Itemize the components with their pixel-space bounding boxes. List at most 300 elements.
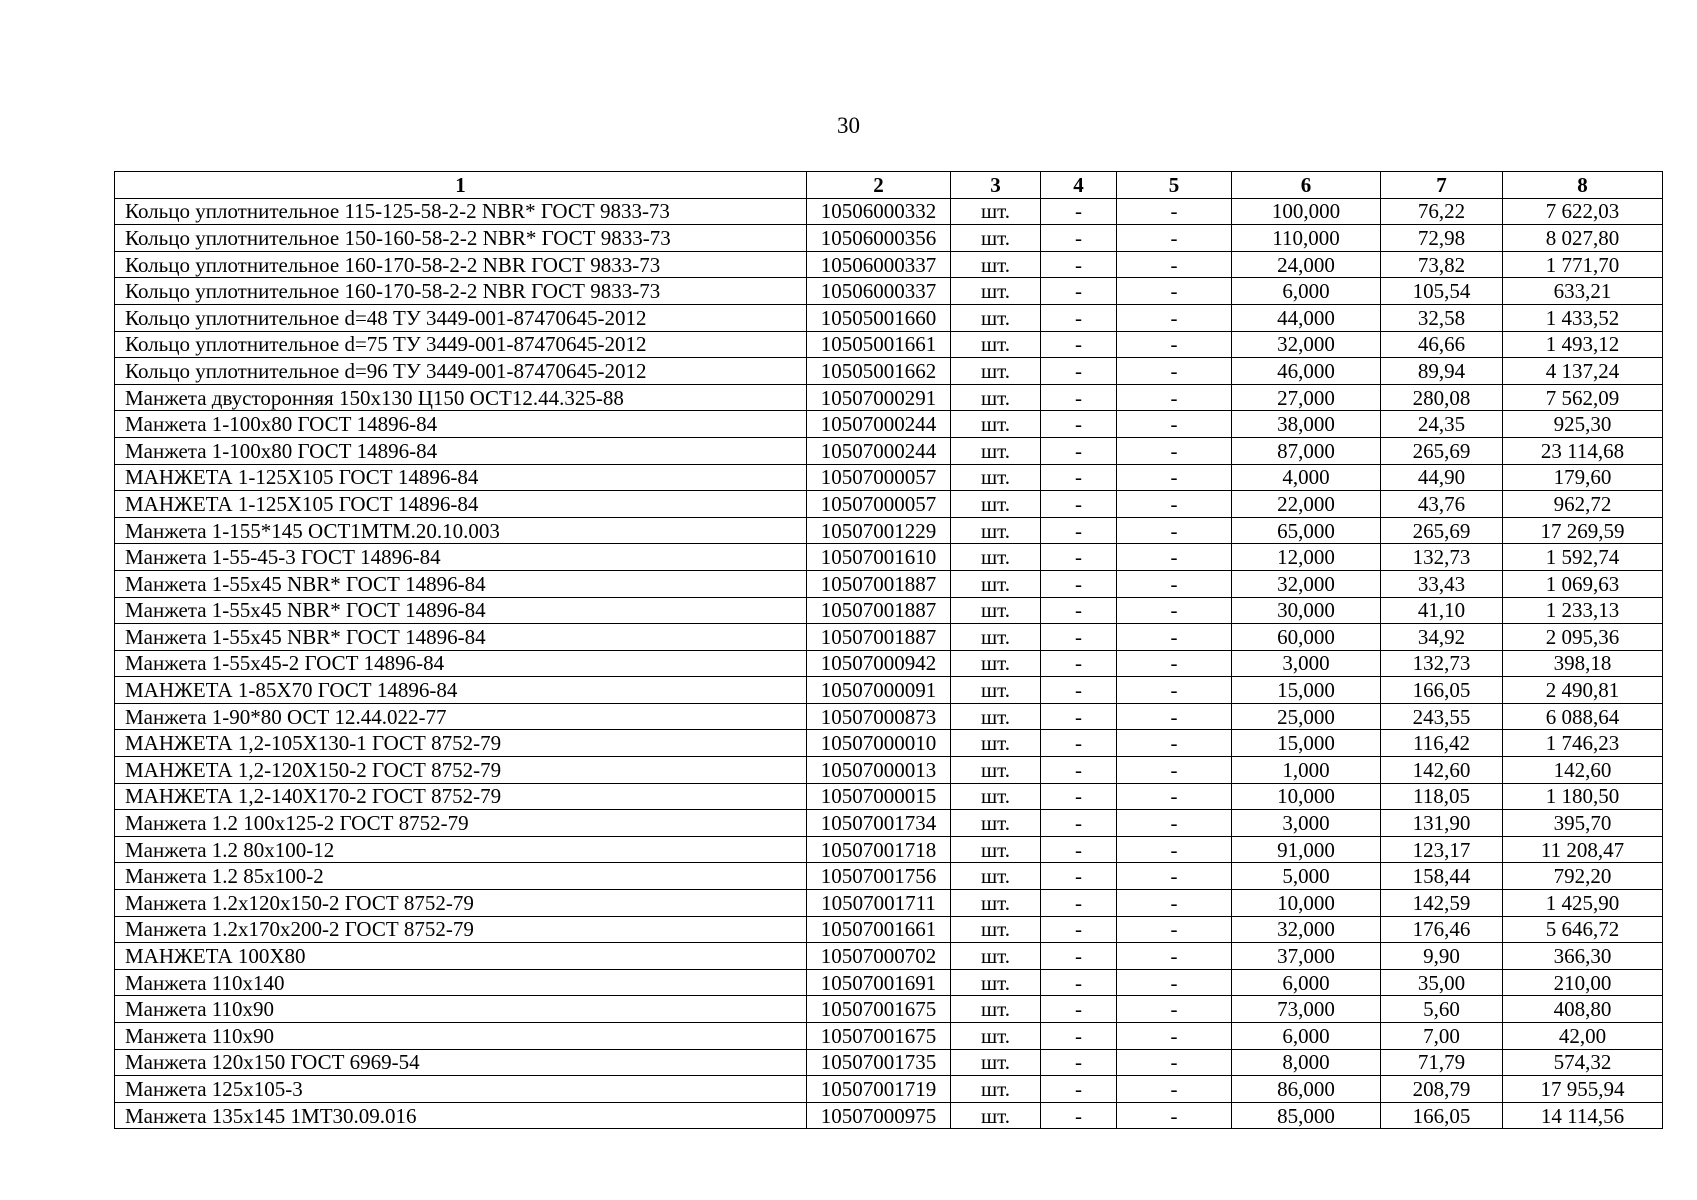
cell-quantity: 3,000 <box>1232 810 1381 837</box>
cell-code: 10507000091 <box>807 677 951 704</box>
table-row <box>115 757 1663 784</box>
cell-price: 116,42 <box>1381 730 1503 757</box>
cell-quantity: 25,000 <box>1232 703 1381 730</box>
cell-col4: - <box>1041 384 1117 411</box>
cell-code: 10507001229 <box>807 517 951 544</box>
cell-name: Манжета 1-90*80 ОСТ 12.44.022-77 <box>115 703 807 730</box>
cell-amount: 6 088,64 <box>1503 703 1663 730</box>
cell-name: Манжета 125х105-3 <box>115 1076 807 1103</box>
cell-col5: - <box>1117 783 1232 810</box>
table-row <box>115 544 1663 571</box>
column-header-2: 2 <box>807 172 951 199</box>
cell-price: 265,69 <box>1381 437 1503 464</box>
header-row <box>115 172 1663 199</box>
cell-col4: - <box>1041 198 1117 225</box>
cell-unit: шт. <box>951 624 1041 651</box>
cell-amount: 1 493,12 <box>1503 331 1663 358</box>
table-row <box>115 863 1663 890</box>
table-row <box>115 278 1663 305</box>
cell-price: 71,79 <box>1381 1049 1503 1076</box>
cell-amount: 2 095,36 <box>1503 624 1663 651</box>
cell-amount: 408,80 <box>1503 996 1663 1023</box>
cell-code: 10507001756 <box>807 863 951 890</box>
cell-price: 35,00 <box>1381 969 1503 996</box>
cell-name: МАНЖЕТА 1-125Х105 ГОСТ 14896-84 <box>115 491 807 518</box>
cell-amount: 366,30 <box>1503 943 1663 970</box>
cell-quantity: 6,000 <box>1232 1023 1381 1050</box>
table-row <box>115 890 1663 917</box>
table-row <box>115 943 1663 970</box>
cell-name: Кольцо уплотнительное 150-160-58-2-2 NBR* ГОСТ 9833-73 <box>115 225 807 252</box>
cell-col5: - <box>1117 278 1232 305</box>
cell-col5: - <box>1117 597 1232 624</box>
cell-col4: - <box>1041 1023 1117 1050</box>
cell-quantity: 46,000 <box>1232 358 1381 385</box>
cell-quantity: 110,000 <box>1232 225 1381 252</box>
cell-amount: 1 746,23 <box>1503 730 1663 757</box>
cell-col5: - <box>1117 996 1232 1023</box>
cell-code: 10507001718 <box>807 836 951 863</box>
cell-quantity: 6,000 <box>1232 969 1381 996</box>
table-row <box>115 916 1663 943</box>
cell-name: МАНЖЕТА 100Х80 <box>115 943 807 970</box>
cell-col4: - <box>1041 517 1117 544</box>
page-number: 30 <box>837 113 860 138</box>
cell-name: Манжета 110х90 <box>115 1023 807 1050</box>
cell-code: 10506000356 <box>807 225 951 252</box>
cell-col4: - <box>1041 677 1117 704</box>
cell-unit: шт. <box>951 597 1041 624</box>
cell-name: Манжета 1.2х120х150-2 ГОСТ 8752-79 <box>115 890 807 917</box>
cell-code: 10507000057 <box>807 464 951 491</box>
cell-unit: шт. <box>951 198 1041 225</box>
cell-unit: шт. <box>951 1076 1041 1103</box>
cell-name: Манжета 135х145 1МТ30.09.016 <box>115 1102 807 1129</box>
cell-quantity: 4,000 <box>1232 464 1381 491</box>
cell-unit: шт. <box>951 730 1041 757</box>
cell-unit: шт. <box>951 251 1041 278</box>
table-row <box>115 464 1663 491</box>
column-header-5: 5 <box>1117 172 1232 199</box>
cell-price: 32,58 <box>1381 304 1503 331</box>
cell-quantity: 10,000 <box>1232 890 1381 917</box>
table-row <box>115 251 1663 278</box>
cell-price: 89,94 <box>1381 358 1503 385</box>
cell-col4: - <box>1041 916 1117 943</box>
cell-col5: - <box>1117 730 1232 757</box>
cell-name: Кольцо уплотнительное 160-170-58-2-2 NBR ГОСТ 9833-73 <box>115 251 807 278</box>
cell-col5: - <box>1117 517 1232 544</box>
cell-name: Манжета 1-55х45-2 ГОСТ 14896-84 <box>115 650 807 677</box>
cell-col4: - <box>1041 757 1117 784</box>
table-row <box>115 810 1663 837</box>
cell-col4: - <box>1041 969 1117 996</box>
cell-price: 44,90 <box>1381 464 1503 491</box>
cell-name: Манжета 1-55х45 NBR* ГОСТ 14896-84 <box>115 597 807 624</box>
cell-col4: - <box>1041 650 1117 677</box>
cell-name: МАНЖЕТА 1,2-140Х170-2 ГОСТ 8752-79 <box>115 783 807 810</box>
cell-price: 72,98 <box>1381 225 1503 252</box>
cell-unit: шт. <box>951 411 1041 438</box>
cell-unit: шт. <box>951 703 1041 730</box>
cell-price: 243,55 <box>1381 703 1503 730</box>
cell-col4: - <box>1041 996 1117 1023</box>
table-row <box>115 836 1663 863</box>
cell-code: 10507001887 <box>807 624 951 651</box>
cell-amount: 1 233,13 <box>1503 597 1663 624</box>
table-row <box>115 1049 1663 1076</box>
cell-name: Манжета двусторонняя 150х130 Ц150 ОСТ12.44.325-88 <box>115 384 807 411</box>
table-row <box>115 969 1663 996</box>
cell-col4: - <box>1041 730 1117 757</box>
cell-quantity: 5,000 <box>1232 863 1381 890</box>
cell-quantity: 37,000 <box>1232 943 1381 970</box>
cell-amount: 142,60 <box>1503 757 1663 784</box>
cell-name: Манжета 1-55-45-3 ГОСТ 14896-84 <box>115 544 807 571</box>
cell-col4: - <box>1041 863 1117 890</box>
cell-unit: шт. <box>951 304 1041 331</box>
cell-price: 132,73 <box>1381 650 1503 677</box>
cell-code: 10507001661 <box>807 916 951 943</box>
cell-code: 10507001691 <box>807 969 951 996</box>
table-row <box>115 358 1663 385</box>
cell-code: 10507001735 <box>807 1049 951 1076</box>
cell-amount: 398,18 <box>1503 650 1663 677</box>
cell-amount: 7 622,03 <box>1503 198 1663 225</box>
cell-col5: - <box>1117 544 1232 571</box>
cell-name: Манжета 1.2х170х200-2 ГОСТ 8752-79 <box>115 916 807 943</box>
cell-col5: - <box>1117 198 1232 225</box>
cell-code: 10507001734 <box>807 810 951 837</box>
cell-quantity: 8,000 <box>1232 1049 1381 1076</box>
cell-unit: шт. <box>951 1102 1041 1129</box>
cell-amount: 210,00 <box>1503 969 1663 996</box>
cell-quantity: 91,000 <box>1232 836 1381 863</box>
cell-price: 158,44 <box>1381 863 1503 890</box>
table-row <box>115 198 1663 225</box>
cell-name: Манжета 120х150 ГОСТ 6969-54 <box>115 1049 807 1076</box>
cell-name: Манжета 110х140 <box>115 969 807 996</box>
cell-code: 10505001660 <box>807 304 951 331</box>
cell-col5: - <box>1117 464 1232 491</box>
table-row <box>115 517 1663 544</box>
cell-quantity: 32,000 <box>1232 916 1381 943</box>
cell-name: МАНЖЕТА 1,2-120Х150-2 ГОСТ 8752-79 <box>115 757 807 784</box>
cell-price: 166,05 <box>1381 677 1503 704</box>
cell-code: 10507001610 <box>807 544 951 571</box>
cell-code: 10507001675 <box>807 1023 951 1050</box>
cell-col5: - <box>1117 570 1232 597</box>
cell-unit: шт. <box>951 943 1041 970</box>
cell-name: Манжета 1.2 80х100-12 <box>115 836 807 863</box>
cell-price: 41,10 <box>1381 597 1503 624</box>
cell-col4: - <box>1041 943 1117 970</box>
cell-code: 10505001661 <box>807 331 951 358</box>
table-row <box>115 1076 1663 1103</box>
cell-amount: 4 137,24 <box>1503 358 1663 385</box>
cell-col4: - <box>1041 304 1117 331</box>
cell-quantity: 100,000 <box>1232 198 1381 225</box>
cell-quantity: 73,000 <box>1232 996 1381 1023</box>
cell-col5: - <box>1117 624 1232 651</box>
cell-col4: - <box>1041 783 1117 810</box>
cell-unit: шт. <box>951 650 1041 677</box>
cell-col4: - <box>1041 810 1117 837</box>
cell-col4: - <box>1041 1076 1117 1103</box>
table-row <box>115 384 1663 411</box>
cell-name: Манжета 1-100х80 ГОСТ 14896-84 <box>115 411 807 438</box>
cell-price: 176,46 <box>1381 916 1503 943</box>
cell-code: 10507001719 <box>807 1076 951 1103</box>
cell-quantity: 10,000 <box>1232 783 1381 810</box>
cell-code: 10506000332 <box>807 198 951 225</box>
cell-price: 34,92 <box>1381 624 1503 651</box>
cell-code: 10507000244 <box>807 437 951 464</box>
cell-unit: шт. <box>951 916 1041 943</box>
cell-code: 10507000291 <box>807 384 951 411</box>
cell-code: 10507000244 <box>807 411 951 438</box>
cell-amount: 1 771,70 <box>1503 251 1663 278</box>
cell-col5: - <box>1117 1076 1232 1103</box>
cell-unit: шт. <box>951 996 1041 1023</box>
inventory-table <box>114 171 1663 1129</box>
table-row <box>115 304 1663 331</box>
table-body <box>115 198 1663 1129</box>
table-row <box>115 570 1663 597</box>
cell-name: Кольцо уплотнительное d=96 ТУ 3449-001-87470645-2012 <box>115 358 807 385</box>
cell-name: Кольцо уплотнительное 115-125-58-2-2 NBR* ГОСТ 9833-73 <box>115 198 807 225</box>
cell-amount: 574,32 <box>1503 1049 1663 1076</box>
cell-quantity: 44,000 <box>1232 304 1381 331</box>
cell-name: Манжета 1-100х80 ГОСТ 14896-84 <box>115 437 807 464</box>
cell-unit: шт. <box>951 517 1041 544</box>
cell-price: 123,17 <box>1381 836 1503 863</box>
cell-name: Манжета 1-55х45 NBR* ГОСТ 14896-84 <box>115 570 807 597</box>
cell-quantity: 32,000 <box>1232 331 1381 358</box>
table-row <box>115 1023 1663 1050</box>
cell-amount: 5 646,72 <box>1503 916 1663 943</box>
cell-quantity: 6,000 <box>1232 278 1381 305</box>
cell-col4: - <box>1041 278 1117 305</box>
cell-price: 7,00 <box>1381 1023 1503 1050</box>
cell-amount: 395,70 <box>1503 810 1663 837</box>
cell-col5: - <box>1117 437 1232 464</box>
cell-quantity: 86,000 <box>1232 1076 1381 1103</box>
cell-col4: - <box>1041 570 1117 597</box>
cell-quantity: 87,000 <box>1232 437 1381 464</box>
cell-col5: - <box>1117 969 1232 996</box>
table-row <box>115 677 1663 704</box>
cell-col4: - <box>1041 1049 1117 1076</box>
cell-col5: - <box>1117 1049 1232 1076</box>
cell-amount: 962,72 <box>1503 491 1663 518</box>
cell-col5: - <box>1117 251 1232 278</box>
table-row <box>115 1102 1663 1129</box>
cell-col4: - <box>1041 544 1117 571</box>
cell-amount: 925,30 <box>1503 411 1663 438</box>
cell-amount: 11 208,47 <box>1503 836 1663 863</box>
cell-name: Манжета 1.2 100х125-2 ГОСТ 8752-79 <box>115 810 807 837</box>
cell-price: 280,08 <box>1381 384 1503 411</box>
cell-code: 10507000057 <box>807 491 951 518</box>
cell-col5: - <box>1117 1023 1232 1050</box>
cell-quantity: 65,000 <box>1232 517 1381 544</box>
cell-amount: 8 027,80 <box>1503 225 1663 252</box>
cell-code: 10507000702 <box>807 943 951 970</box>
cell-col5: - <box>1117 863 1232 890</box>
cell-col4: - <box>1041 251 1117 278</box>
column-header-4: 4 <box>1041 172 1117 199</box>
cell-col4: - <box>1041 890 1117 917</box>
cell-code: 10507001711 <box>807 890 951 917</box>
cell-amount: 17 269,59 <box>1503 517 1663 544</box>
cell-unit: шт. <box>951 836 1041 863</box>
cell-unit: шт. <box>951 757 1041 784</box>
cell-col5: - <box>1117 384 1232 411</box>
cell-quantity: 15,000 <box>1232 677 1381 704</box>
cell-amount: 633,21 <box>1503 278 1663 305</box>
cell-unit: шт. <box>951 783 1041 810</box>
cell-code: 10507001887 <box>807 570 951 597</box>
cell-price: 166,05 <box>1381 1102 1503 1129</box>
cell-amount: 1 180,50 <box>1503 783 1663 810</box>
cell-code: 10507000975 <box>807 1102 951 1129</box>
cell-code: 10506000337 <box>807 278 951 305</box>
cell-code: 10507000013 <box>807 757 951 784</box>
cell-price: 142,60 <box>1381 757 1503 784</box>
table-row <box>115 650 1663 677</box>
cell-col4: - <box>1041 491 1117 518</box>
cell-unit: шт. <box>951 890 1041 917</box>
cell-code: 10507001887 <box>807 597 951 624</box>
cell-quantity: 85,000 <box>1232 1102 1381 1129</box>
cell-amount: 1 433,52 <box>1503 304 1663 331</box>
cell-col5: - <box>1117 491 1232 518</box>
cell-col4: - <box>1041 331 1117 358</box>
cell-name: МАНЖЕТА 1-125Х105 ГОСТ 14896-84 <box>115 464 807 491</box>
cell-price: 46,66 <box>1381 331 1503 358</box>
cell-quantity: 32,000 <box>1232 570 1381 597</box>
column-header-3: 3 <box>951 172 1041 199</box>
table-row <box>115 225 1663 252</box>
cell-quantity: 24,000 <box>1232 251 1381 278</box>
cell-code: 10507001675 <box>807 996 951 1023</box>
table-row <box>115 624 1663 651</box>
cell-price: 105,54 <box>1381 278 1503 305</box>
cell-amount: 1 425,90 <box>1503 890 1663 917</box>
table-row <box>115 597 1663 624</box>
column-header-6: 6 <box>1232 172 1381 199</box>
cell-price: 118,05 <box>1381 783 1503 810</box>
table-row <box>115 703 1663 730</box>
cell-price: 132,73 <box>1381 544 1503 571</box>
cell-col4: - <box>1041 437 1117 464</box>
cell-unit: шт. <box>951 384 1041 411</box>
column-header-8: 8 <box>1503 172 1663 199</box>
cell-name: МАНЖЕТА 1,2-105Х130-1 ГОСТ 8752-79 <box>115 730 807 757</box>
cell-code: 10507000942 <box>807 650 951 677</box>
cell-unit: шт. <box>951 1023 1041 1050</box>
cell-amount: 1 069,63 <box>1503 570 1663 597</box>
cell-col4: - <box>1041 358 1117 385</box>
cell-unit: шт. <box>951 491 1041 518</box>
cell-col5: - <box>1117 650 1232 677</box>
table-row <box>115 996 1663 1023</box>
cell-col5: - <box>1117 358 1232 385</box>
cell-price: 24,35 <box>1381 411 1503 438</box>
cell-price: 73,82 <box>1381 251 1503 278</box>
table-row <box>115 411 1663 438</box>
cell-name: Кольцо уплотнительное d=75 ТУ 3449-001-87470645-2012 <box>115 331 807 358</box>
cell-amount: 2 490,81 <box>1503 677 1663 704</box>
cell-col5: - <box>1117 943 1232 970</box>
cell-col4: - <box>1041 703 1117 730</box>
cell-quantity: 12,000 <box>1232 544 1381 571</box>
cell-col5: - <box>1117 331 1232 358</box>
cell-col5: - <box>1117 703 1232 730</box>
cell-unit: шт. <box>951 331 1041 358</box>
cell-col5: - <box>1117 1102 1232 1129</box>
cell-col5: - <box>1117 757 1232 784</box>
cell-col5: - <box>1117 890 1232 917</box>
cell-col4: - <box>1041 225 1117 252</box>
cell-unit: шт. <box>951 810 1041 837</box>
cell-code: 10507000873 <box>807 703 951 730</box>
table-row <box>115 783 1663 810</box>
cell-quantity: 30,000 <box>1232 597 1381 624</box>
cell-col4: - <box>1041 464 1117 491</box>
cell-amount: 792,20 <box>1503 863 1663 890</box>
column-header-7: 7 <box>1381 172 1503 199</box>
cell-unit: шт. <box>951 464 1041 491</box>
cell-name: Манжета 1-55х45 NBR* ГОСТ 14896-84 <box>115 624 807 651</box>
cell-amount: 17 955,94 <box>1503 1076 1663 1103</box>
cell-code: 10506000337 <box>807 251 951 278</box>
table-row <box>115 491 1663 518</box>
cell-quantity: 15,000 <box>1232 730 1381 757</box>
cell-name: Кольцо уплотнительное d=48 ТУ 3449-001-87470645-2012 <box>115 304 807 331</box>
table-row <box>115 730 1663 757</box>
cell-quantity: 22,000 <box>1232 491 1381 518</box>
cell-name: Кольцо уплотнительное 160-170-58-2-2 NBR ГОСТ 9833-73 <box>115 278 807 305</box>
cell-col5: - <box>1117 304 1232 331</box>
cell-quantity: 3,000 <box>1232 650 1381 677</box>
cell-col5: - <box>1117 810 1232 837</box>
cell-price: 43,76 <box>1381 491 1503 518</box>
cell-price: 142,59 <box>1381 890 1503 917</box>
cell-col5: - <box>1117 225 1232 252</box>
cell-price: 5,60 <box>1381 996 1503 1023</box>
cell-col4: - <box>1041 1102 1117 1129</box>
cell-unit: шт. <box>951 863 1041 890</box>
cell-unit: шт. <box>951 225 1041 252</box>
cell-amount: 1 592,74 <box>1503 544 1663 571</box>
cell-amount: 42,00 <box>1503 1023 1663 1050</box>
cell-col5: - <box>1117 411 1232 438</box>
cell-unit: шт. <box>951 358 1041 385</box>
cell-price: 33,43 <box>1381 570 1503 597</box>
cell-quantity: 1,000 <box>1232 757 1381 784</box>
cell-price: 208,79 <box>1381 1076 1503 1103</box>
cell-unit: шт. <box>951 570 1041 597</box>
cell-unit: шт. <box>951 969 1041 996</box>
cell-price: 265,69 <box>1381 517 1503 544</box>
cell-price: 76,22 <box>1381 198 1503 225</box>
cell-quantity: 27,000 <box>1232 384 1381 411</box>
cell-col5: - <box>1117 916 1232 943</box>
cell-name: Манжета 1.2 85х100-2 <box>115 863 807 890</box>
cell-price: 131,90 <box>1381 810 1503 837</box>
